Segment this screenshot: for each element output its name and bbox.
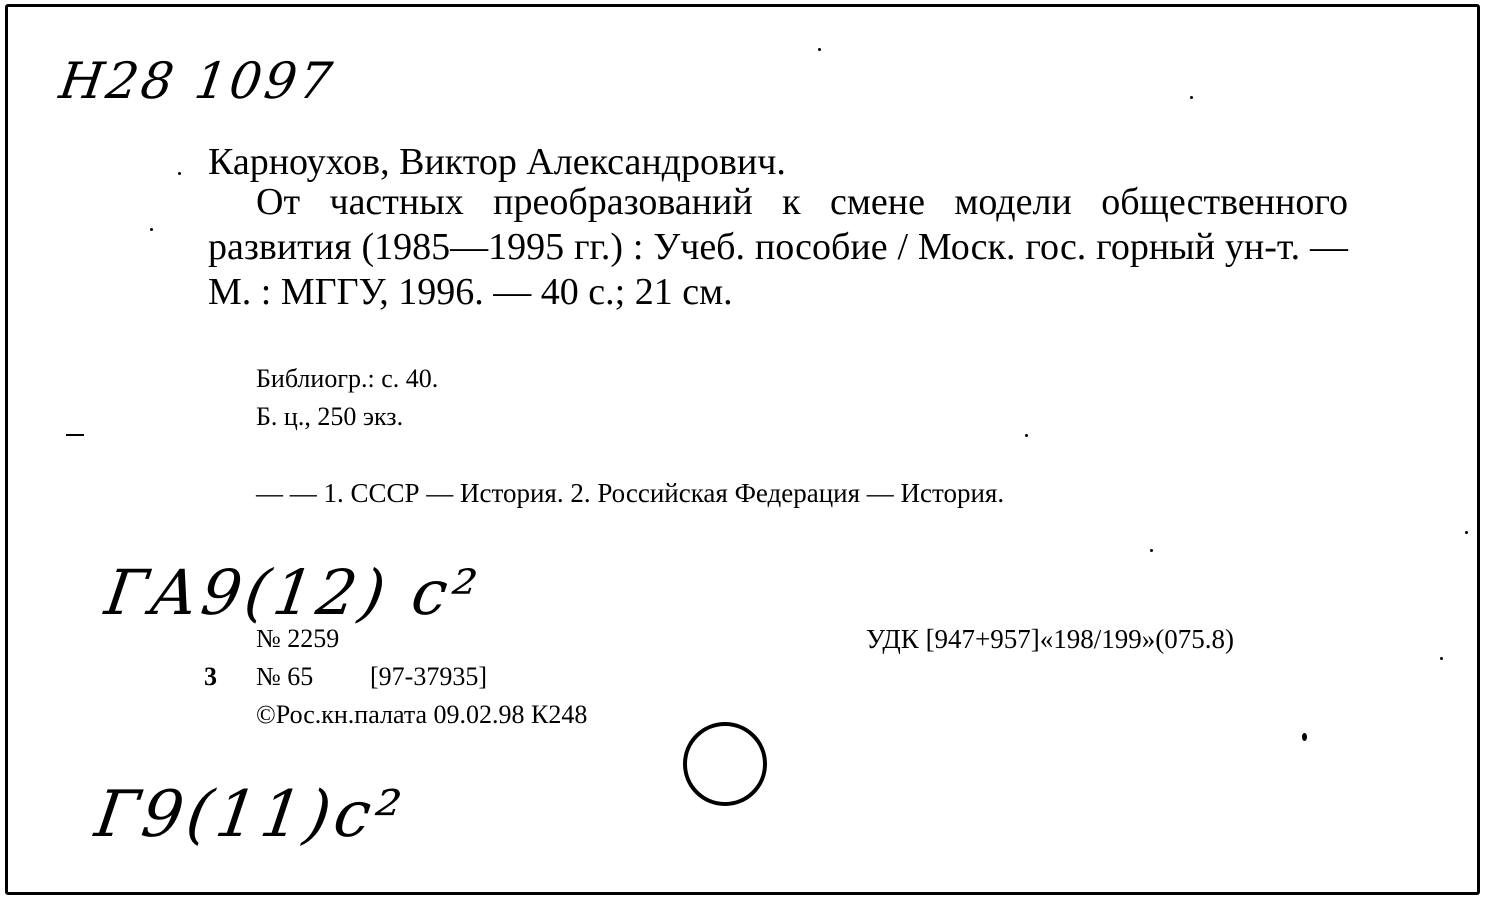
order-number: № 65	[256, 662, 314, 691]
udk-code: УДК [947+957]«198/199»(075.8)	[866, 624, 1235, 654]
speck	[818, 48, 821, 51]
speck	[150, 228, 153, 231]
speck	[178, 172, 181, 175]
card-number: № 2259	[256, 624, 340, 653]
circle-stamp	[683, 722, 767, 806]
handwritten-class-mark-2: Г9(11)с²	[90, 778, 410, 852]
bibliography-note: Библиогр.: с. 40.	[256, 364, 439, 393]
speck	[1440, 657, 1443, 660]
speck	[1465, 531, 1468, 534]
speck	[1150, 549, 1153, 552]
title-description: От частных преобразований к смене модели общественного развития (1985—1995 гг.) : Учеб. пособие / Моск. гос. горный ун-т. — М. : МГГУ, 1996. — 40 с.; 21 см.	[208, 181, 1348, 313]
speck	[1302, 733, 1307, 741]
book-chamber-line: ©Рос.кн.палата 09.02.98 К248	[256, 700, 588, 729]
registration-number: [97-37935]	[370, 662, 487, 691]
series-digit: 3	[204, 662, 217, 691]
subject-headings: — — 1. СССР — История. 2. Российская Федерация — История.	[256, 478, 1005, 508]
speck	[1190, 96, 1193, 99]
handwritten-top-mark: Н28 1097	[55, 52, 339, 110]
price-note: Б. ц., 250 экз.	[256, 402, 404, 431]
author-heading: Карноухов, Виктор Александрович.	[208, 141, 786, 183]
handwritten-class-mark-1: ГА9(12) с²	[100, 556, 486, 629]
speck	[1025, 434, 1028, 437]
speck	[66, 434, 84, 436]
